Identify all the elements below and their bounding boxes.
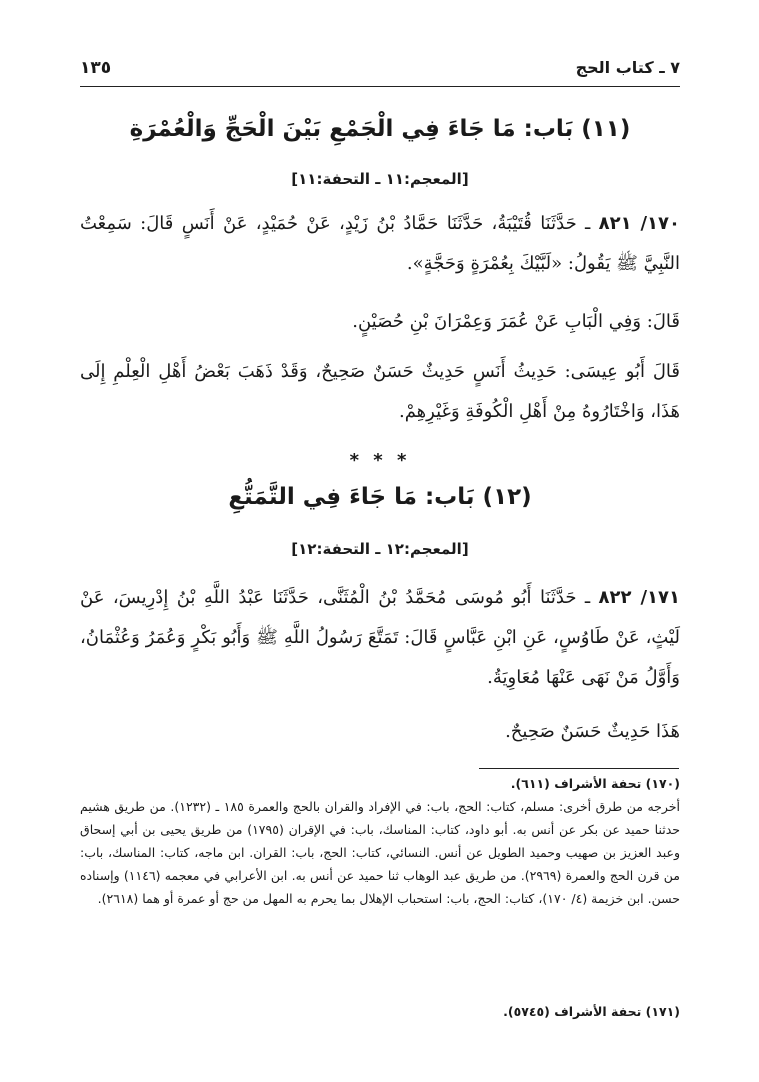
chapter-title-12: (١٢) بَاب: مَا جَاءَ فِي التَّمَتُّعِ bbox=[228, 484, 532, 510]
footnote-divider bbox=[479, 768, 679, 769]
hadith-text: ـ حَدَّثَنَا قُتَيْبَةُ، حَدَّثَنَا حَمَّادُ بْنُ زَيْدٍ، عَنْ حُمَيْدٍ، عَنْ أَنَسٍ قَالَ: سَمِعْتُ النَّبِيَّ ﷺ يَقُولُ: «لَبَّيْكَ بِعُمْرَةٍ وَحَجَّةٍ». bbox=[80, 213, 680, 274]
chapter-reference-11: [المعجم:١١ ـ التحفة:١١] bbox=[291, 170, 469, 188]
footnote-text: أخرجه من طرق أخرى: مسلم، كتاب: الحج، باب: في الإفراد والقران بالحج والعمرة ١٨٥ ـ (١٢٣٢). من طريق هشيم حدثنا حميد عن بكر عن أنس به. أبو داود، كتاب: المناسك، باب: في الإقران (١٧٩٥) من طريق يحيى بن أبي إسحاق وعبد العزيز بن صهيب وحميد الطويل عن أنس. النسائي، كتاب: الحج، باب: القران. ابن ماجه، كتاب: المناسك، باب: من قرن الحج والعمرة (٢٩٦٩). من طريق عبد الوهاب ثنا حميد عن أنس به. ابن الأعرابي في معجمه (١١٤٦) وإسناده حسن. ابن خزيمة (٤/ ١٧٠)، كتاب: الحج، باب: استحباب الإهلال بما يحرم به المهل من حج أو عمرة أو هما (٢٦١٨). bbox=[80, 799, 680, 906]
header-divider bbox=[80, 86, 680, 87]
hadith-text: ـ حَدَّثَنَا أَبُو مُوسَى مُحَمَّدُ بْنُ الْمُثَنَّى، حَدَّثَنَا عَبْدُ اللَّهِ بْنُ إِدْرِيسَ، عَنْ لَيْثٍ، عَنْ طَاوُسٍ، عَنِ ابْنِ عَبَّاسٍ قَالَ: تَمَتَّعَ رَسُولُ اللَّهِ ﷺ وَأَبُو بَكْرٍ وَعُمَرُ وَعُثْمَانُ، وَأَوَّلُ مَنْ نَهَى عَنْهَا مُعَاوِيَةُ. bbox=[80, 587, 680, 688]
page-number: ١٣٥ bbox=[80, 58, 112, 78]
chapter-title-11: (١١) بَاب: مَا جَاءَ فِي الْجَمْعِ بَيْنَ الْحَجِّ وَالْعُمْرَةِ bbox=[129, 116, 631, 142]
running-header bbox=[80, 58, 680, 88]
chapter-reference-12: [المعجم:١٢ ـ التحفة:١٢] bbox=[291, 540, 469, 558]
hadith-171 bbox=[80, 578, 680, 698]
hadith-170-note-1: قَالَ: وَفِي الْبَابِ عَنْ عُمَرَ وَعِمْرَانَ بْنِ حُصَيْنٍ. bbox=[352, 311, 680, 332]
footnote-171 bbox=[80, 1000, 680, 1023]
hadith-number: ١٧١/ ٨٢٢ bbox=[598, 587, 681, 608]
hadith-number: ١٧٠/ ٨٢١ bbox=[598, 213, 680, 234]
footnote-heading: (١٧٠) تحفة الأشراف (٦١١). bbox=[510, 776, 680, 791]
footnote-170 bbox=[80, 772, 680, 910]
section-separator: * * * bbox=[349, 450, 411, 471]
hadith-170-note-2: قَالَ أَبُو عِيسَى: حَدِيثُ أَنَسٍ حَدِيثٌ حَسَنٌ صَحِيحٌ، وَقَدْ ذَهَبَ بَعْضُ أَهْلِ الْعِلْمِ إِلَى هَذَا، وَاخْتَارُوهُ مِنْ أَهْلِ الْكُوفَةِ وَغَيْرِهِمْ. bbox=[80, 361, 680, 422]
hadith-170 bbox=[80, 204, 680, 284]
hadith-171-note-1: هَذَا حَدِيثٌ حَسَنٌ صَحِيحٌ. bbox=[505, 721, 680, 742]
header-chapter-title: ٧ ـ كتاب الحج bbox=[575, 58, 680, 77]
footnote-heading: (١٧١) تحفة الأشراف (٥٧٤٥). bbox=[503, 1004, 680, 1019]
